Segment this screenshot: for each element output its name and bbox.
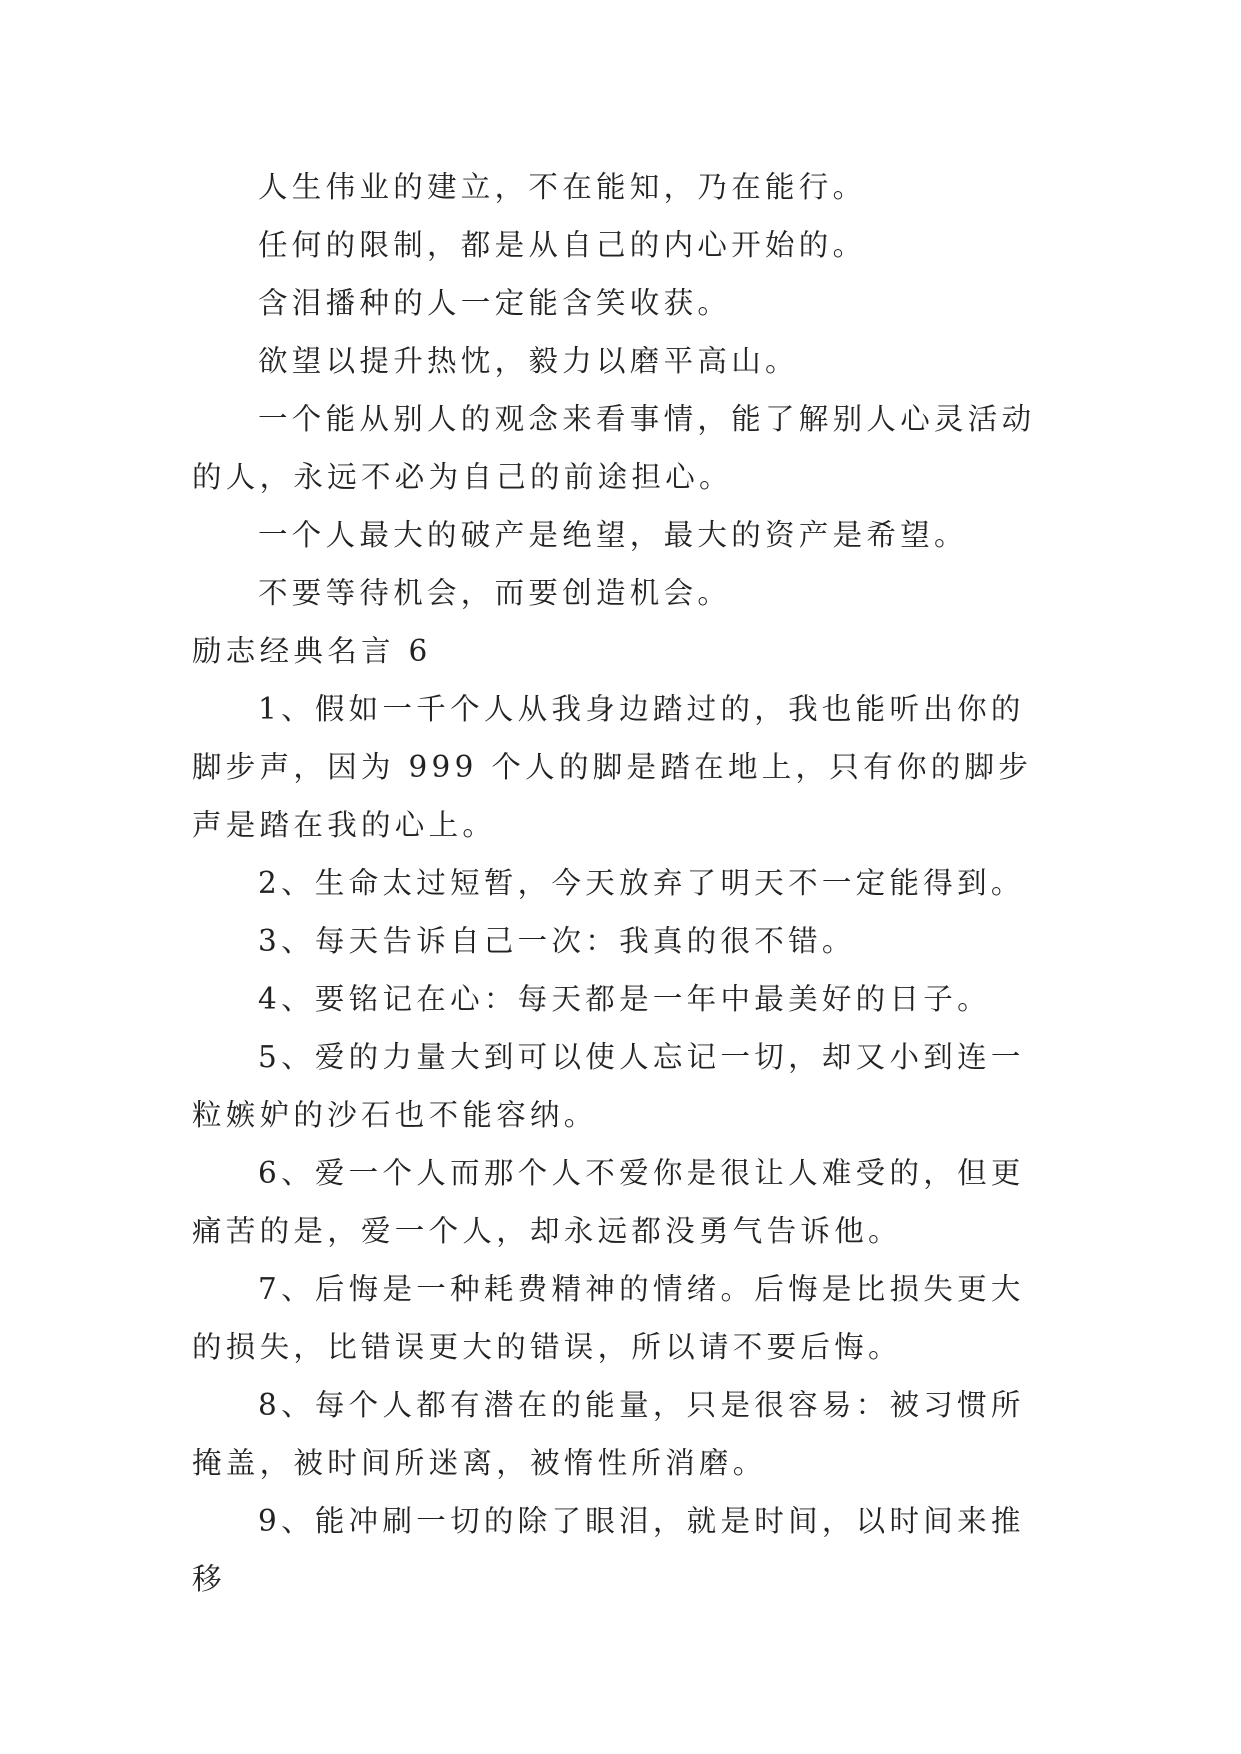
- quote-item: 2、生命太过短暂，今天放弃了明天不一定能得到。: [258, 866, 1025, 900]
- quote-item: 8、每个人都有潜在的能量，只是很容易：被习惯所掩盖，被时间所迷离，被惰性所消磨。: [192, 1388, 1025, 1480]
- quote-item: 9、能冲刷一切的除了眼泪，就是时间，以时间来推移: [192, 1504, 1025, 1596]
- quote-item: 6、爱一个人而那个人不爱你是很让人难受的，但更痛苦的是，爱一个人，却永远都没勇气告诉他。: [192, 1156, 1025, 1248]
- paragraph: 任何的限制，都是从自己的内心开始的。: [258, 228, 867, 262]
- paragraph: 欲望以提升热忱，毅力以磨平高山。: [258, 344, 799, 378]
- section-heading: 励志经典名言 6: [192, 634, 432, 668]
- paragraph: 人生伟业的建立，不在能知，乃在能行。: [258, 170, 867, 204]
- quote-item: 1、假如一千个人从我身边踏过的，我也能听出你的脚步声，因为 999 个人的脚是踏在地上，只有你的脚步声是踏在我的心上。: [192, 692, 1033, 842]
- paragraph: 含泪播种的人一定能含笑收获。: [258, 286, 732, 320]
- paragraph: 不要等待机会，而要创造机会。: [258, 576, 732, 610]
- document-body: [192, 158, 1057, 1608]
- quote-item: 7、后悔是一种耗费精神的情绪。后悔是比损失更大的损失，比错误更大的错误，所以请不要后悔。: [192, 1272, 1025, 1364]
- quote-item: 3、每天告诉自己一次：我真的很不错。: [258, 924, 856, 958]
- quote-item: 5、爱的力量大到可以使人忘记一切，却又小到连一粒嫉妒的沙石也不能容纳。: [192, 1040, 1025, 1132]
- quote-item: 4、要铭记在心：每天都是一年中最美好的日子。: [258, 982, 991, 1016]
- paragraph: 一个人最大的破产是绝望，最大的资产是希望。: [258, 518, 968, 552]
- paragraph: 一个能从别人的观念来看事情，能了解别人心灵活动的人，永远不必为自己的前途担心。: [192, 402, 1036, 494]
